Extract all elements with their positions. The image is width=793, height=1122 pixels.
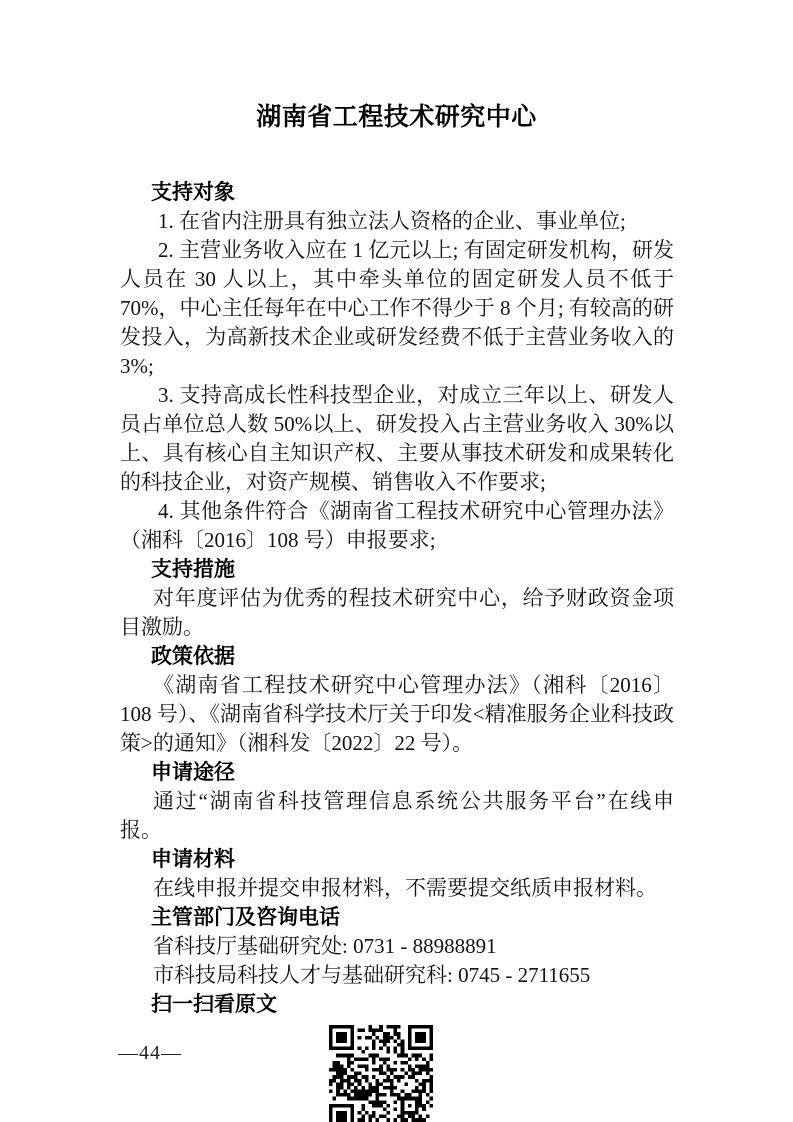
support-measures-text: 对年度评估为优秀的程技术研究中心，给予财政资金项目激励。: [120, 586, 674, 639]
qr-code-icon: [329, 1025, 433, 1122]
page-number: —44—: [118, 1042, 182, 1064]
support-target-item-1: 1. 在省内注册具有独立法人资格的企业、事业单位;: [158, 209, 626, 233]
page-title: 湖南省工程技术研究中心: [256, 104, 537, 131]
application-materials-text: 在线申报并提交申报材料，不需要提交纸质申报材料。: [153, 876, 657, 900]
document-body: [120, 178, 674, 1122]
section-heading-support-targets: 支持对象: [151, 181, 235, 204]
application-channel-text: 通过“湖南省科技管理信息系统公共服务平台”在线申报。: [120, 789, 674, 842]
section-heading-application-channel: 申请途径: [151, 761, 235, 784]
contact-municipal-phone: 市科技局科技人才与基础研究科: 0745 - 2711655: [153, 963, 591, 987]
section-heading-department-contacts: 主管部门及咨询电话: [151, 906, 340, 929]
section-heading-scan-original: 扫一扫看原文: [151, 993, 277, 1016]
contact-provincial-phone: 省科技厅基础研究处: 0731 - 88988891: [153, 934, 497, 958]
policy-basis-text: 《湖南省工程技术研究中心管理办法》（湘科〔2016〕108 号）、《湖南省科学技术厅关于印发<精准服务企业科技政策>的通知》（湘科发〔2022〕22 号）。: [120, 673, 674, 755]
support-target-item-3: 3. 支持高成长性科技型企业，对成立三年以上、研发人员占单位总人数 50%以上、研发投入占主营业务收入 30%以上、具有核心自主知识产权、主要从事技术研发和成果转化的科技企业，对资产规模、销售收入不作要求;: [120, 383, 674, 494]
section-heading-support-measures: 支持措施: [151, 558, 235, 581]
support-target-item-2: 2. 主营业务收入应在 1 亿元以上; 有固定研发机构，研发人员在 30 人以上，其中牵头单位的固定研发人员不低于 70%，中心主任每年在中心工作不得少于 8 个月; 有较高的研发投入，为高新技术企业或研发经费不低于主营业务收入的 3%;: [120, 238, 674, 378]
section-heading-policy-basis: 政策依据: [151, 645, 235, 668]
section-heading-application-materials: 申请材料: [151, 848, 235, 871]
support-target-item-4: 4. 其他条件符合《湖南省工程技术研究中心管理办法》（湘科〔2016〕108 号）申报要求;: [120, 499, 674, 552]
